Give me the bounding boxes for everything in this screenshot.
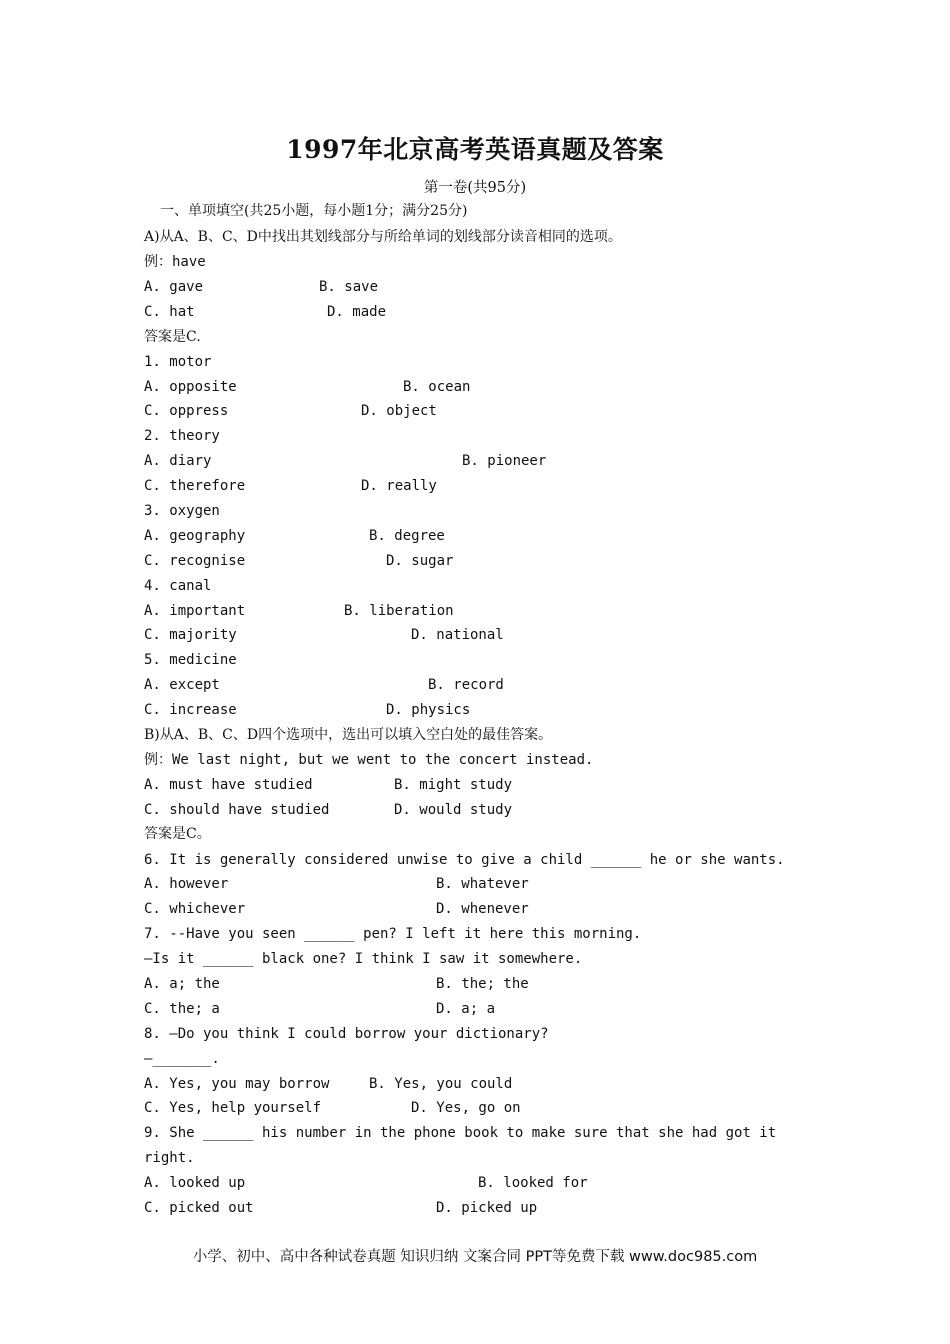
example-option-b: B. save: [319, 279, 379, 295]
question-stem: 8. —Do you think I could borrow your dictionary?: [144, 1026, 549, 1042]
option-c: C. recognise: [144, 553, 246, 569]
option-d: D. Yes, go on: [411, 1100, 521, 1116]
option-d: D. object: [361, 403, 437, 419]
question-stem: 6. It is generally considered unwise to give a child ______ he or she wants.: [144, 852, 785, 868]
option-a: A. looked up: [144, 1175, 246, 1191]
question-stem-continued: right.: [144, 1150, 195, 1166]
option-c: C. the; a: [144, 1001, 220, 1017]
example-option-a: A. gave: [144, 279, 204, 295]
example-option-c: C. should have studied: [144, 802, 330, 818]
question-stem: 1. motor: [144, 354, 212, 370]
option-c: C. Yes, help yourself: [144, 1100, 322, 1116]
example-option-a: A. must have studied: [144, 777, 313, 793]
question-stem: 3. oxygen: [144, 503, 220, 519]
option-b: B. pioneer: [462, 453, 547, 469]
part-b-example: 例：We last night, but we went to the concert instead.: [144, 752, 594, 768]
option-b: B. Yes, you could: [369, 1076, 513, 1092]
example-option-c: C. hat: [144, 304, 195, 320]
option-b: B. record: [428, 677, 504, 693]
question-stem: 2. theory: [144, 428, 220, 444]
option-d: D. national: [411, 627, 504, 643]
option-b: B. looked for: [478, 1175, 588, 1191]
section-header: 一、单项填空(共25小题，每小题1分；满分25分): [160, 203, 468, 219]
option-a: A. however: [144, 876, 229, 892]
option-a: A. opposite: [144, 379, 237, 395]
example-option-b: B. might study: [394, 777, 513, 793]
option-c: C. oppress: [144, 403, 229, 419]
option-d: D. whenever: [436, 901, 529, 917]
part-a-instruction: A)从A、B、C、D中找出其划线部分与所给单词的划线部分读音相同的选项。: [144, 229, 622, 245]
option-c: C. majority: [144, 627, 237, 643]
part-a-example: 例：have: [144, 254, 206, 270]
option-b: B. ocean: [403, 379, 471, 395]
paper-subtitle: 第一卷(共95分): [423, 180, 527, 196]
option-c: C. increase: [144, 702, 237, 718]
example-answer: 答案是C。: [144, 826, 211, 842]
option-a: A. geography: [144, 528, 246, 544]
option-c: C. whichever: [144, 901, 246, 917]
option-b: B. degree: [369, 528, 445, 544]
option-c: C. therefore: [144, 478, 246, 494]
option-b: B. the; the: [436, 976, 529, 992]
option-a: A. important: [144, 603, 246, 619]
question-stem: 7. --Have you seen ______ pen? I left it here this morning.: [144, 926, 642, 942]
question-stem: 4. canal: [144, 578, 212, 594]
option-a: A. a; the: [144, 976, 220, 992]
option-a: A. Yes, you may borrow: [144, 1076, 330, 1092]
page-footer: 小学、初中、高中各种试卷真题 知识归纳 文案合同 PPT等免费下载 www.doc985.com: [192, 1249, 758, 1265]
question-stem: 9. She ______ his number in the phone book to make sure that she had got it: [144, 1125, 777, 1141]
option-d: D. a; a: [436, 1001, 496, 1017]
question-stem-continued: —_______.: [144, 1051, 220, 1067]
option-a: A. diary: [144, 453, 212, 469]
option-d: D. sugar: [386, 553, 454, 569]
option-a: A. except: [144, 677, 220, 693]
question-stem-continued: —Is it ______ black one? I think I saw it somewhere.: [144, 951, 583, 967]
example-option-d: D. would study: [394, 802, 513, 818]
option-d: D. picked up: [436, 1200, 538, 1216]
question-stem: 5. medicine: [144, 652, 237, 668]
example-answer: 答案是C.: [144, 329, 201, 345]
page-title: 1997年北京高考英语真题及答案: [286, 135, 664, 164]
option-d: D. really: [361, 478, 437, 494]
option-b: B. whatever: [436, 876, 529, 892]
option-b: B. liberation: [344, 603, 454, 619]
example-option-d: D. made: [327, 304, 387, 320]
option-d: D. physics: [386, 702, 471, 718]
part-b-instruction: B)从A、B、C、D四个选项中，选出可以填入空白处的最佳答案。: [144, 727, 553, 743]
option-c: C. picked out: [144, 1200, 254, 1216]
